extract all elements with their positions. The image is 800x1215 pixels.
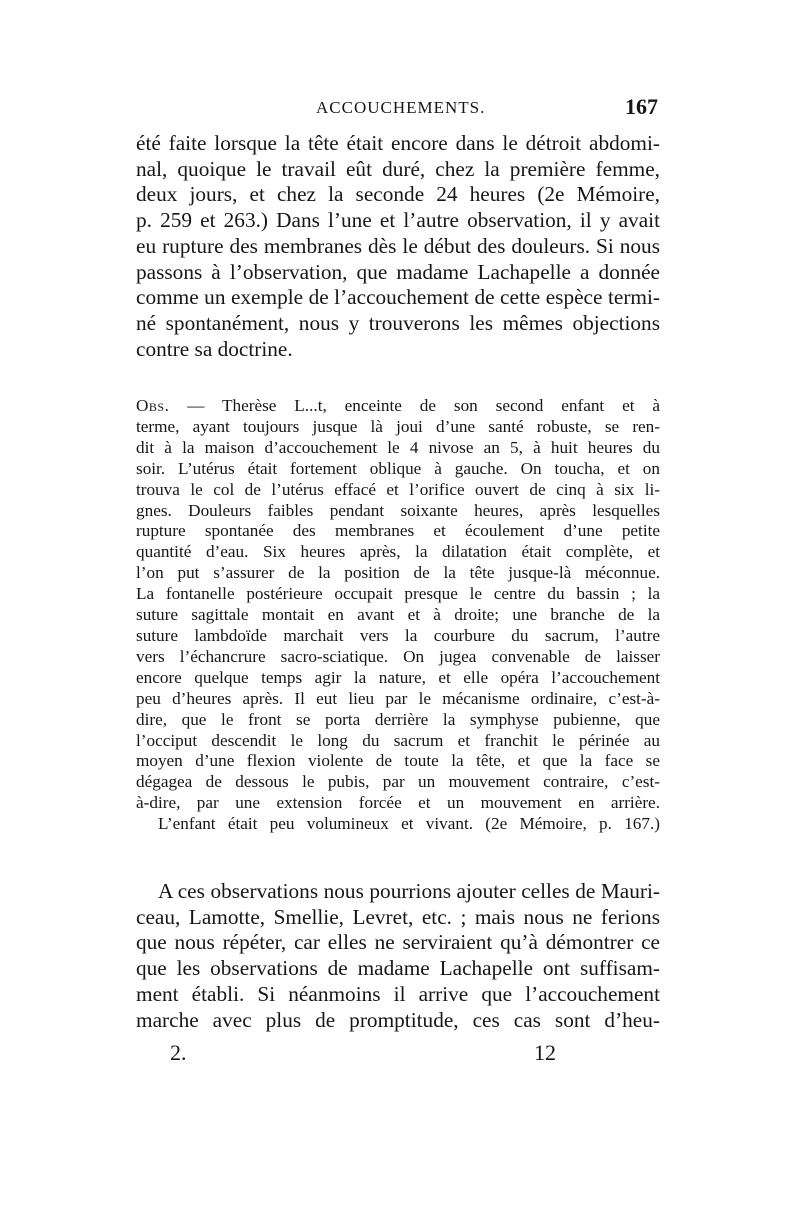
signature-mark: 2. [170, 1040, 187, 1065]
text-line: contre sa doctrine. [136, 336, 293, 361]
observation-line: terme, ayant toujours jusque là joui d’une santé robuste, se ren- [136, 416, 660, 436]
text-line: marche avec plus de promptitude, ces cas sont d’heu- [136, 1007, 660, 1032]
page-footer [136, 1040, 662, 1074]
observation-line: soir. L’utérus était fortement oblique à gauche. On toucha, et on [136, 458, 660, 478]
observation-line: La fontanelle postérieure occupait presque le centre du bassin ; la [136, 584, 660, 604]
observation-line: gnes. Douleurs faibles pendant soixante heures, après lesquelles [136, 500, 660, 520]
observation-closing-line: L’enfant était peu volumineux et vivant. (2e Mémoire, p. 167.) [158, 814, 660, 834]
observation-line: trouva le col de l’utérus effacé et l’orifice ouvert de cinq à six li- [136, 479, 660, 499]
observation-line: l’on put s’assurer de la position de la tête jusque-là méconnue. [136, 563, 660, 583]
text-line: nal, quoique le travail eût duré, chez la première femme, [136, 156, 660, 181]
running-head [136, 94, 662, 124]
observation-line: vers l’échancrure sacro-sciatique. On jugea convenable de laisser [136, 646, 660, 666]
observation-line: peu d’heures après. Il eut lieu par le mécanisme ordinaire, c’est-à- [136, 688, 660, 708]
paragraph-observations [136, 879, 660, 1033]
observation-line: suture lambdoïde marchait vers la courbure du sacrum, l’autre [136, 625, 660, 645]
sheet-number: 12 [534, 1040, 556, 1065]
observation-line: rupture spontanée des membranes et écoulement d’une petite [136, 521, 660, 541]
observation-label: Obs. [136, 396, 170, 415]
observation-line: encore quelque temps agir la nature, et elle opéra l’accouchement [136, 667, 660, 687]
text-line: ment établi. Si néanmoins il arrive que l’accouchement [136, 981, 660, 1006]
text-line: passons à l’observation, que madame Lachapelle a donnée [136, 259, 660, 284]
text-line: que les observations de madame Lachapelle ont suffisam- [136, 956, 660, 981]
text-line: deux jours, et chez la seconde 24 heures (2e Mémoire, [136, 182, 660, 207]
text-line: été faite lorsque la tête était encore dans le détroit abdomi- [136, 131, 660, 155]
text-line: comme un exemple de l’accouchement de cette espèce termi- [136, 285, 660, 310]
paragraph-continued-text [136, 131, 660, 362]
text-line: ceau, Lamotte, Smellie, Levret, etc. ; mais nous ne ferions [136, 904, 660, 929]
observation-line: dire, que le front se porta derrière la symphyse pubienne, que [136, 709, 660, 729]
text-line: A ces observations nous pourrions ajouter celles de Mauri- [158, 879, 660, 903]
observation-line: moyen d’une flexion violente de toute la tête, et que la face se [136, 751, 660, 771]
observation-block [136, 396, 660, 835]
observation-line: dit à la maison d’accouchement le 4 nivose an 5, à huit heures du [136, 437, 660, 457]
observation-line: suture sagittale montait en avant et à droite; une branche de la [136, 605, 660, 625]
page-number: 167 [625, 94, 658, 119]
running-title: ACCOUCHEMENTS. [316, 98, 486, 117]
text-line: p. 259 et 263.) Dans l’une et l’autre observation, il y avait [136, 208, 660, 233]
text-line: né spontanément, nous y trouverons les mêmes objections [136, 310, 660, 335]
text-line: que nous répéter, car elles ne serviraient qu’à démontrer ce [136, 930, 660, 955]
text-line: eu rupture des membranes dès le début des douleurs. Si nous [136, 233, 660, 258]
observation-line: à-dire, par une extension forcée et un mouvement en arrière. [136, 793, 660, 813]
observation-line: l’occiput descendit le long du sacrum et franchit le périnée au [136, 730, 660, 750]
observation-first-line [136, 396, 660, 417]
observation-first-line-text: — Therèse L...t, enceinte de son second enfant et à [169, 396, 660, 415]
observation-line: dégagea de dessous le pubis, par un mouvement contraire, c’est- [136, 772, 660, 792]
observation-line: quantité d’eau. Six heures après, la dilatation était complète, et [136, 542, 660, 562]
